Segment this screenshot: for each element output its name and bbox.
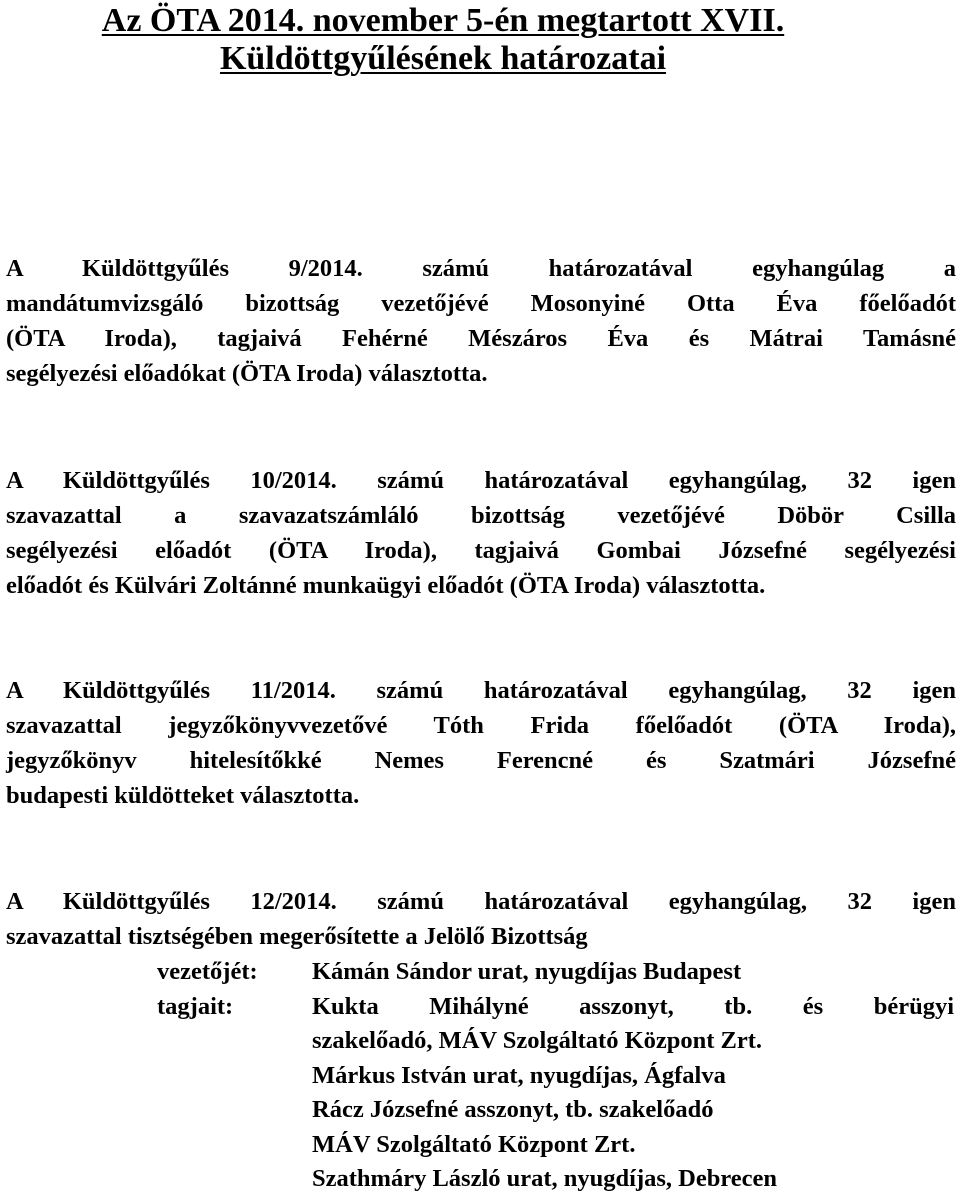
member-entry: MÁV Szolgáltató Központ Zrt. — [312, 1130, 636, 1158]
committee-member-row — [0, 1093, 960, 1128]
resolution-12-2014 — [6, 884, 956, 954]
member-entry: Szathmáry László urat, nyugdíjas, Debrecen — [312, 1165, 778, 1192]
resolution-line: szavazattal tisztségében megerősítette a Jelölő Bizottság — [6, 923, 588, 950]
resolution-line: segélyezési előadókat (ÖTA Iroda) választotta. — [6, 360, 488, 387]
committee-member-row — [0, 1128, 960, 1163]
committee-leader-row — [0, 955, 960, 990]
resolution-line: (ÖTA Iroda), tagjaivá Fehérné Mészáros Éva és Mátrai Tamásné — [6, 325, 956, 352]
document-title-line-2: Küldöttgyűlésének határozatai — [219, 40, 667, 77]
committee-member-row — [0, 990, 960, 1025]
member-entry: Márkus István urat, nyugdíjas, Ágfalva — [312, 1061, 726, 1089]
member-entry: Rácz Józsefné asszonyt, tb. szakelőadó — [312, 1096, 714, 1123]
members-label: tagjait: — [157, 992, 234, 1020]
resolution-line: szavazattal jegyzőkönyvvezetővé Tóth Frida főelőadót (ÖTA Iroda), — [6, 712, 956, 739]
committee-member-row — [0, 1162, 960, 1197]
committee-member-row — [0, 1059, 960, 1094]
resolution-9-2014 — [6, 251, 956, 391]
member-entry: Kukta Mihályné asszonyt, tb. és bérügyi — [312, 992, 954, 1020]
resolution-line: jegyzőkönyv hitelesítőkké Nemes Ferencné és Szatmári Józsefné — [6, 747, 956, 774]
resolution-line: A Küldöttgyűlés 9/2014. számú határozatával egyhangúlag a — [6, 255, 956, 282]
resolution-line: A Küldöttgyűlés 12/2014. számú határozatával egyhangúlag, 32 igen — [6, 888, 956, 915]
committee-member-row — [0, 1024, 960, 1059]
resolution-line: A Küldöttgyűlés 11/2014. számú határozatával egyhangúlag, 32 igen — [6, 677, 956, 704]
resolution-line: A Küldöttgyűlés 10/2014. számú határozatával egyhangúlag, 32 igen — [6, 467, 956, 494]
resolution-line: budapesti küldötteket választotta. — [6, 782, 360, 809]
resolution-10-2014 — [6, 463, 956, 603]
leader-label: vezetőjét: — [157, 958, 258, 985]
resolution-line: szavazattal a szavazatszámláló bizottság vezetőjévé Döbör Csilla — [6, 502, 956, 529]
leader-name: Kámán Sándor urat, nyugdíjas Budapest — [312, 958, 742, 985]
nomination-committee-list — [0, 955, 960, 1197]
resolution-line: előadót és Külvári Zoltánné munkaügyi előadót (ÖTA Iroda) választotta. — [6, 572, 766, 599]
resolution-line: segélyezési előadót (ÖTA Iroda), tagjaivá Gombai Józsefné segélyezési — [6, 537, 956, 564]
document-title-line-1: Az ÖTA 2014. november 5-én megtartott XVII. — [101, 2, 785, 39]
resolution-11-2014 — [6, 673, 956, 813]
resolution-line: mandátumvizsgáló bizottság vezetőjévé Mosonyiné Otta Éva főelőadót — [6, 290, 956, 317]
member-entry: szakelőadó, MÁV Szolgáltató Központ Zrt. — [312, 1027, 763, 1054]
